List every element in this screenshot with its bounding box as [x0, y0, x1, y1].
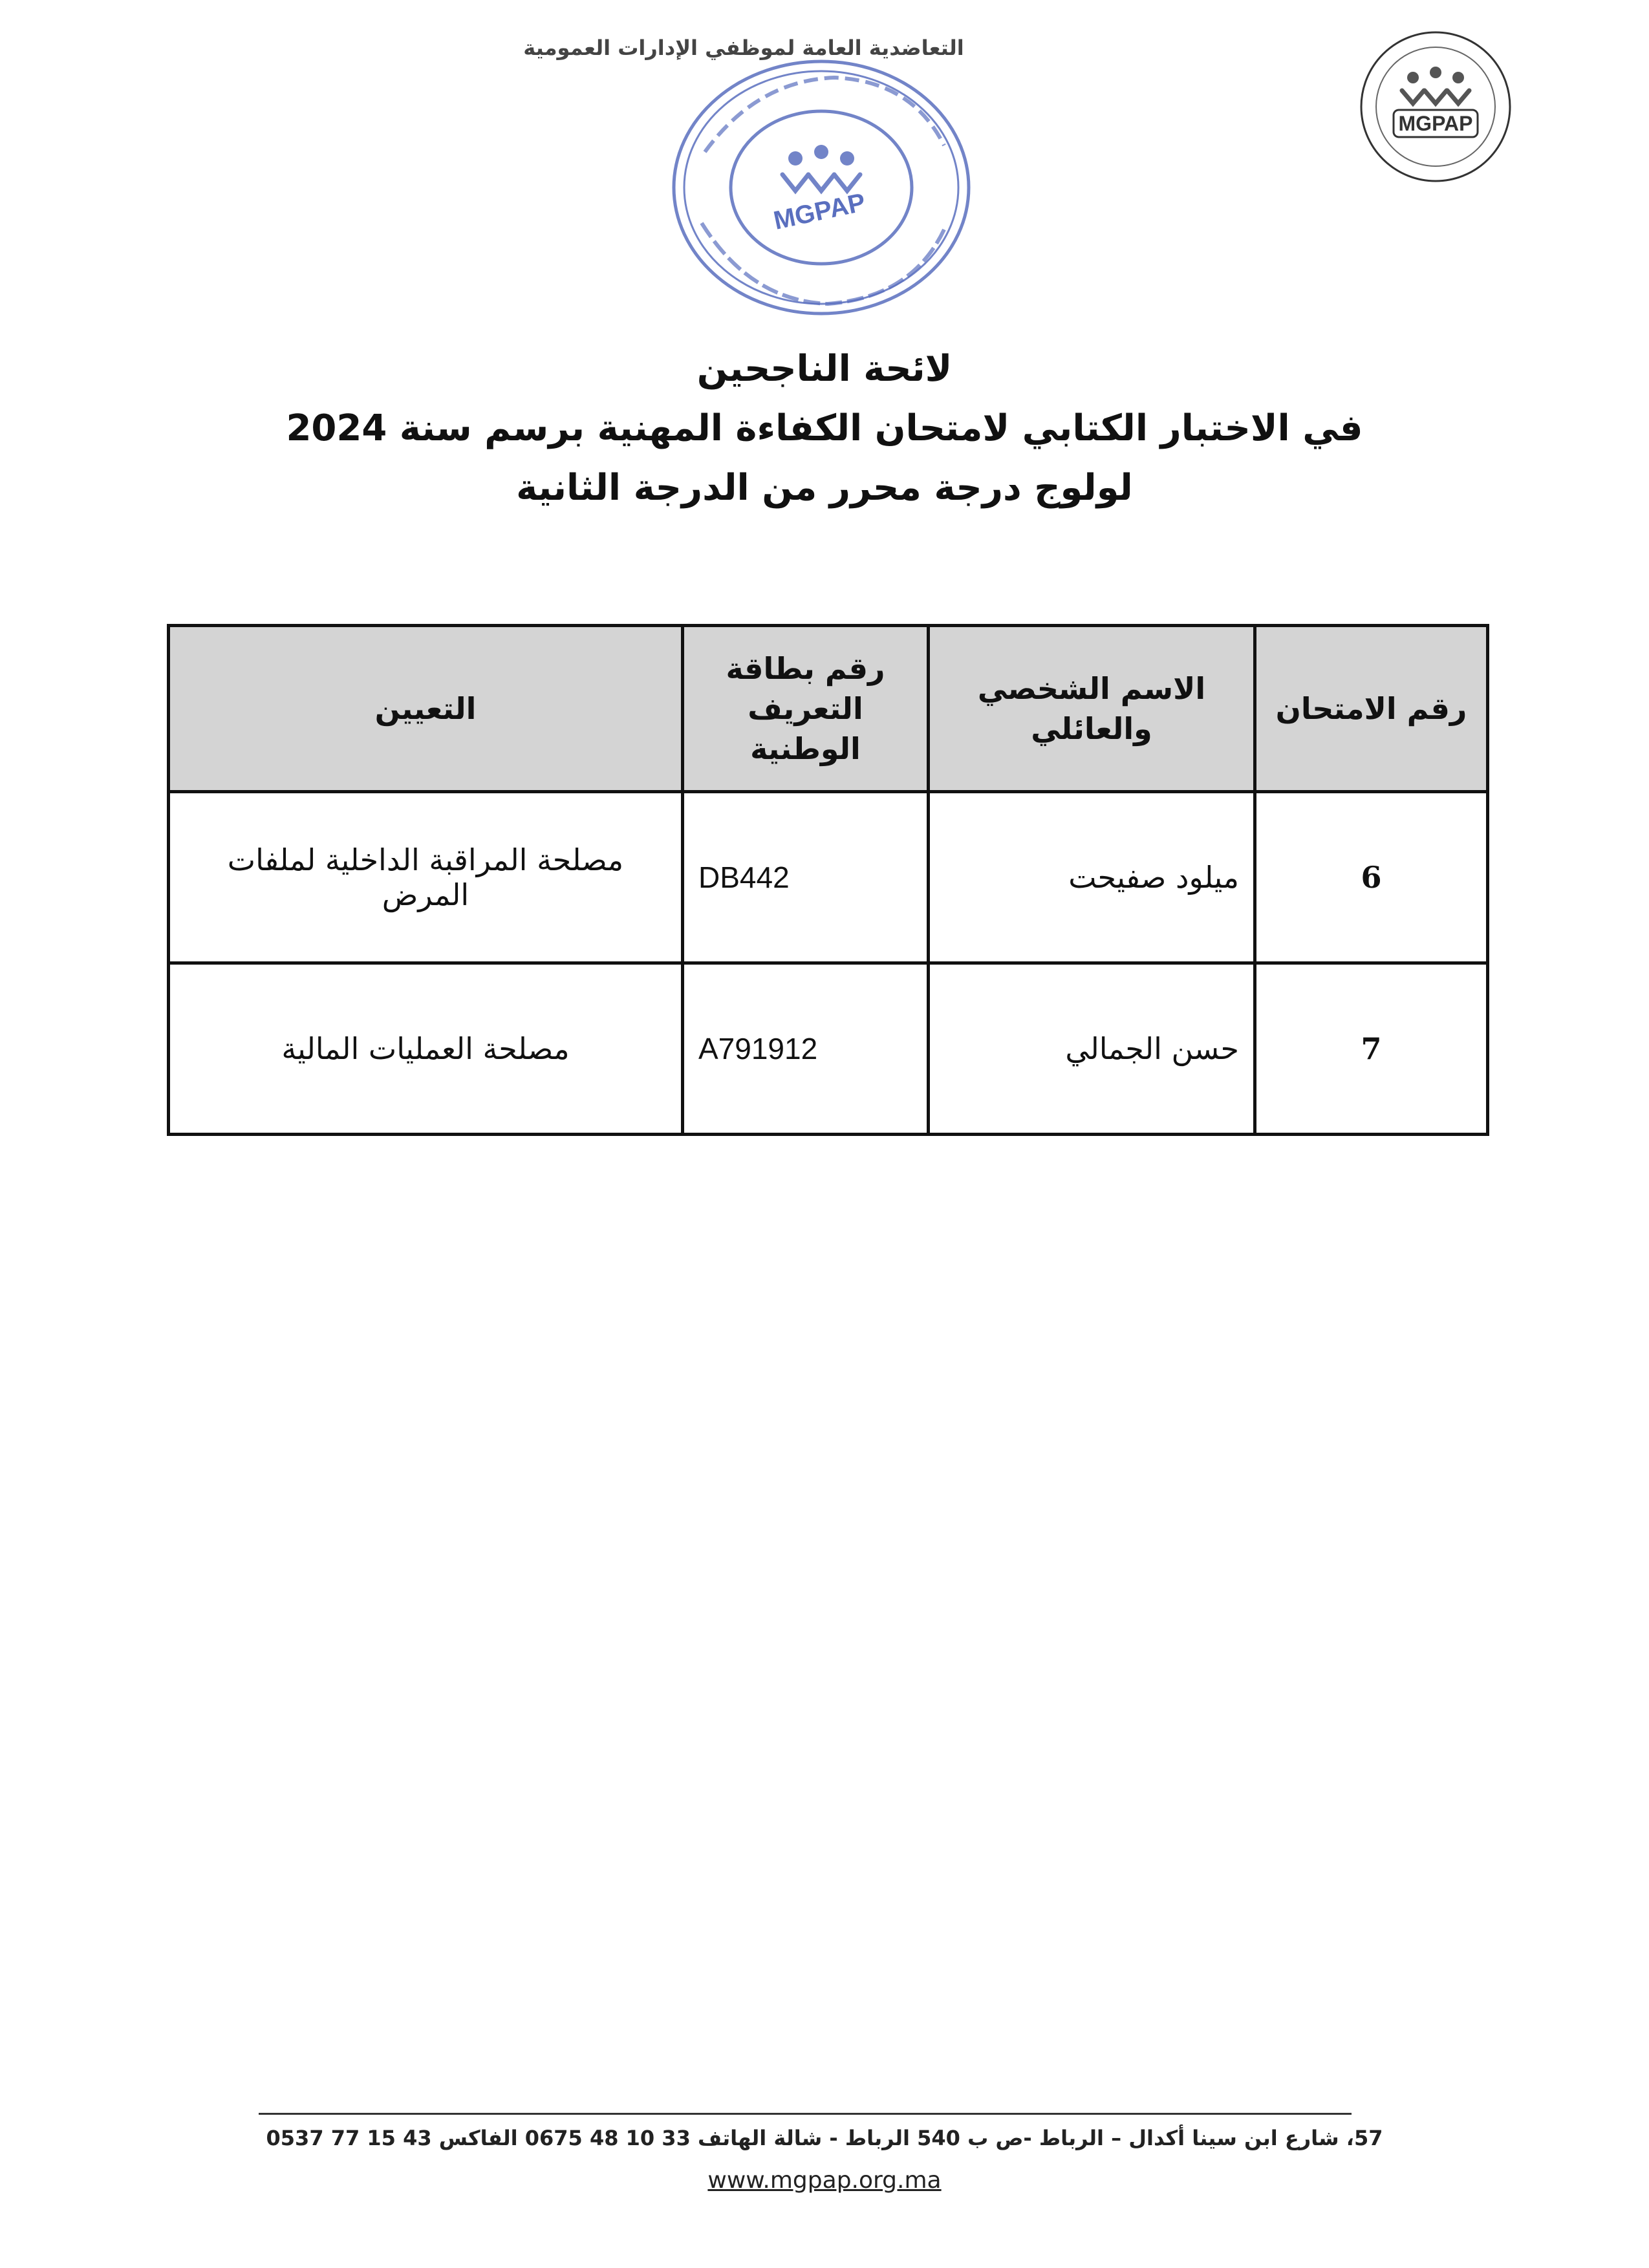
- assignment-cell: مصلحة المراقبة الداخلية لملفات المرض: [169, 792, 683, 963]
- header-exam-number: رقم الامتحان: [1255, 626, 1488, 792]
- logo-label: MGPAP: [1398, 112, 1473, 135]
- stamp-label: MGPAP: [771, 187, 868, 235]
- document-title: [194, 339, 1455, 518]
- full-name-cell: ميلود صفيحت: [929, 792, 1255, 963]
- results-table: [167, 624, 1489, 1136]
- mgpap-logo: [1332, 26, 1539, 187]
- header-id-card: رقم بطاقة التعريف الوطنية: [683, 626, 929, 792]
- title-line-2: في الاختبار الكتابي لامتحان الكفاءة المهنية برسم سنة 2024: [286, 407, 1363, 449]
- table-header-row: [169, 626, 1488, 792]
- table-row: [169, 792, 1488, 963]
- footer-address: 57، شارع ابن سينا أكدال – الرباط -ص ب 540 الرباط - شالة الهاتف 33 10 48 0675 الفاكس 43 15 77 0537: [266, 2126, 1383, 2150]
- exam-number-cell: 7: [1255, 963, 1488, 1135]
- title-line-3: لولوج درجة محرر من الدرجة الثانية: [516, 467, 1133, 509]
- id-card-cell: A791912: [683, 963, 929, 1135]
- header-assignment: التعيين: [169, 626, 683, 792]
- official-stamp: [666, 55, 976, 326]
- header-full-name: الاسم الشخصي والعائلي: [929, 626, 1255, 792]
- id-card-cell: DB442: [683, 792, 929, 963]
- exam-number-cell: 6: [1255, 792, 1488, 963]
- footer-divider: [259, 2113, 1352, 2115]
- footer-website-link[interactable]: www.mgpap.org.ma: [707, 2167, 942, 2194]
- full-name-cell: حسن الجمالي: [929, 963, 1255, 1135]
- organization-name: التعاضدية العامة لموظفي الإدارات العمومية: [523, 36, 964, 60]
- assignment-cell: مصلحة العمليات المالية: [169, 963, 683, 1135]
- table-row: [169, 963, 1488, 1135]
- title-line-1: لائحة الناجحين: [696, 348, 953, 390]
